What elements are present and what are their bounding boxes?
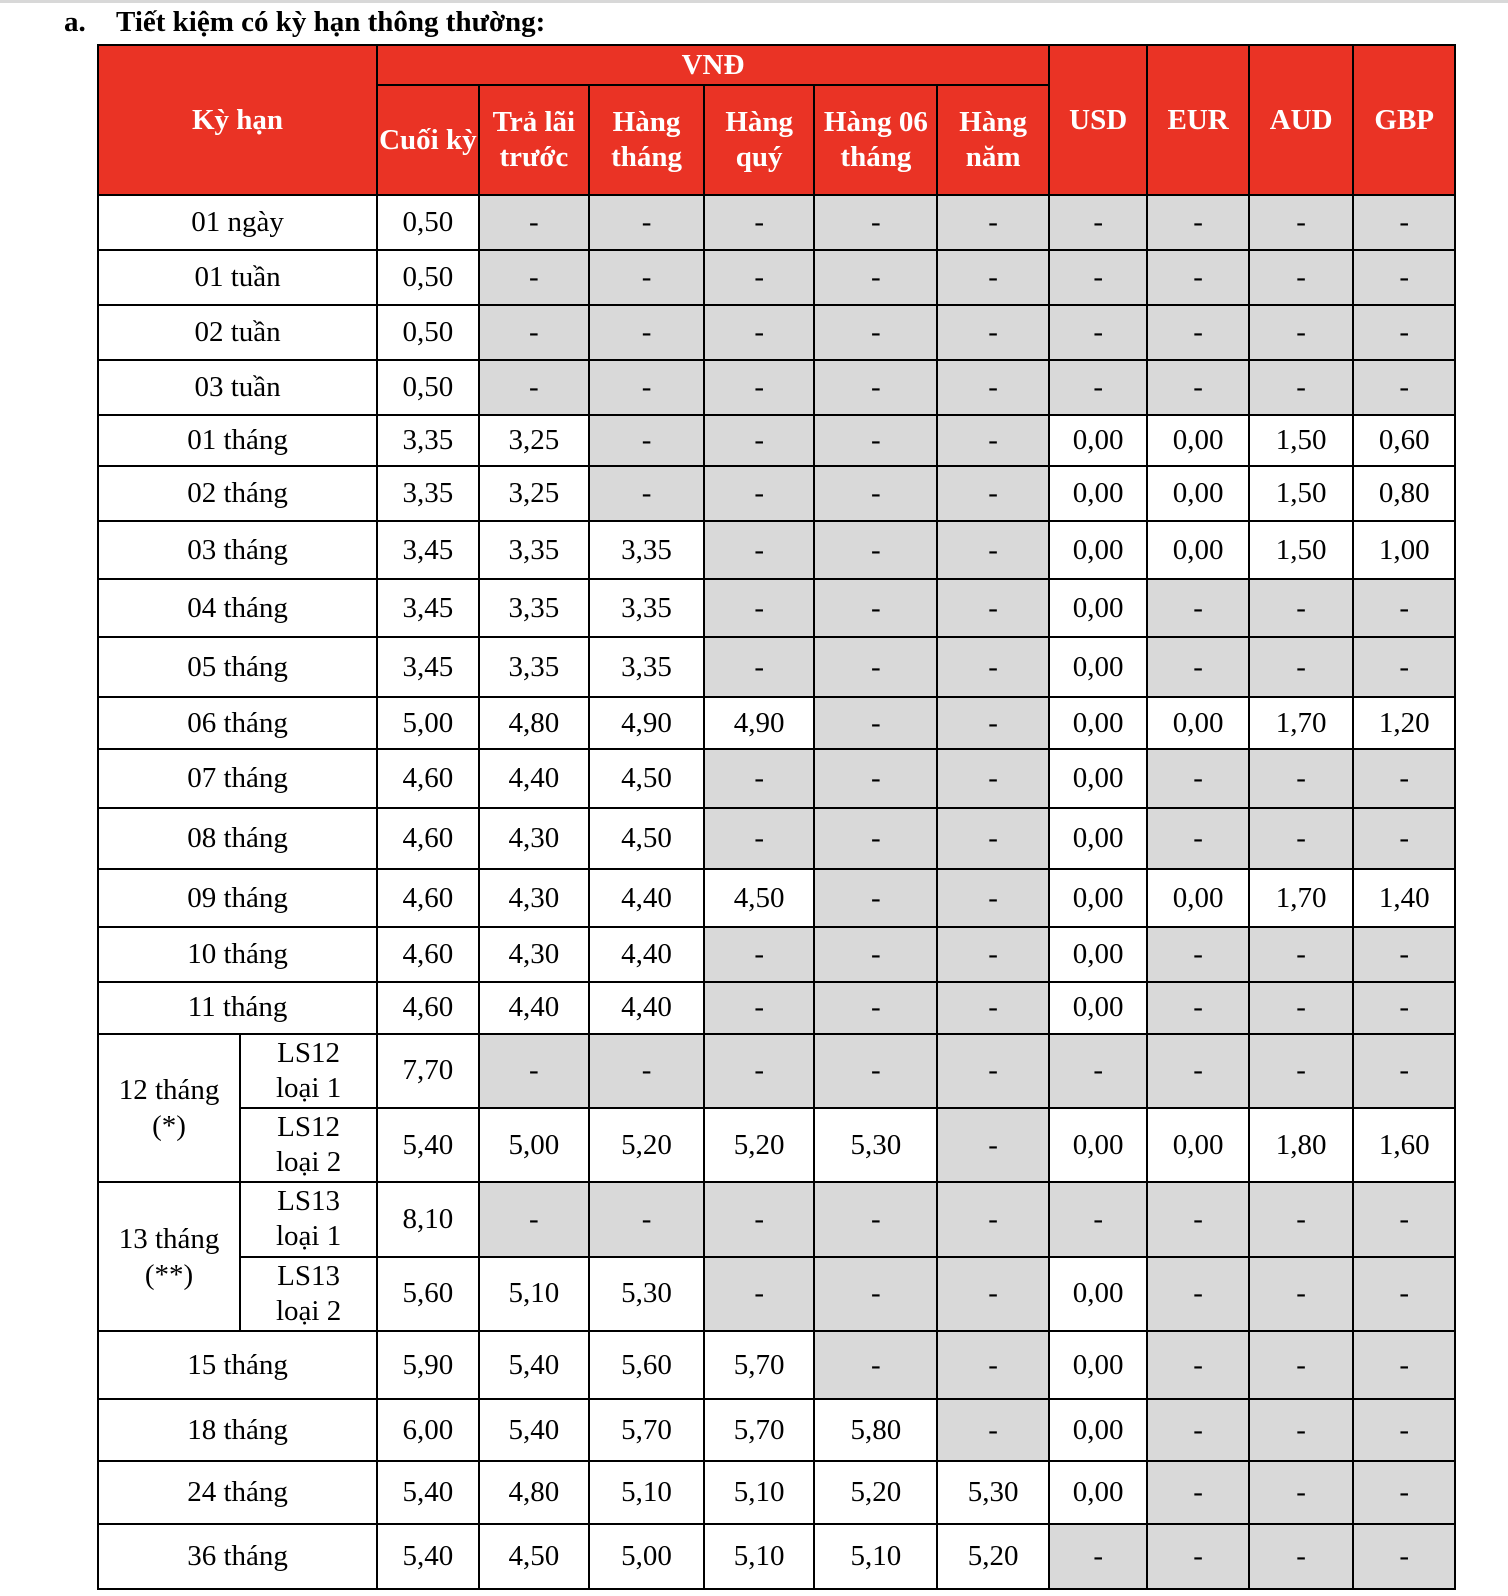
table-row	[98, 637, 1455, 697]
empty-rate-cell: -	[1353, 1331, 1455, 1399]
empty-rate-cell: -	[1147, 808, 1248, 869]
rate-cell: 4,90	[589, 697, 704, 749]
table-row	[98, 1524, 1455, 1589]
rate-cell: 1,50	[1249, 466, 1354, 521]
empty-rate-cell: -	[814, 869, 937, 926]
empty-rate-cell: -	[1353, 1034, 1455, 1108]
rate-cell: 1,40	[1353, 869, 1455, 926]
empty-rate-cell: -	[479, 360, 590, 415]
empty-rate-cell: -	[1353, 305, 1455, 360]
rate-cell: 0,00	[1049, 637, 1147, 697]
empty-rate-cell: -	[1147, 1257, 1248, 1331]
rate-cell: 4,40	[589, 982, 704, 1034]
empty-rate-cell: -	[937, 1399, 1049, 1461]
empty-rate-cell: -	[1049, 305, 1147, 360]
rate-cell: 3,35	[479, 579, 590, 637]
term-cell: 01 tháng	[98, 415, 377, 466]
rate-cell: 5,70	[704, 1331, 815, 1399]
empty-rate-cell: -	[814, 466, 937, 521]
rate-cell: 0,50	[377, 195, 478, 250]
term-cell: 08 tháng	[98, 808, 377, 869]
rate-cell: 0,00	[1049, 982, 1147, 1034]
rate-cell: 4,60	[377, 808, 478, 869]
empty-rate-cell: -	[937, 697, 1049, 749]
rate-cell: 5,20	[589, 1108, 704, 1182]
rate-cell: 1,50	[1249, 521, 1354, 579]
empty-rate-cell: -	[814, 927, 937, 982]
empty-rate-cell: -	[1049, 195, 1147, 250]
empty-rate-cell: -	[814, 1034, 937, 1108]
term-cell: 24 tháng	[98, 1461, 377, 1523]
empty-rate-cell: -	[1353, 1182, 1455, 1256]
table-row	[98, 808, 1455, 869]
empty-rate-cell: -	[479, 305, 590, 360]
empty-rate-cell: -	[1353, 927, 1455, 982]
header-tra-lai-truoc: Trả lãi trước	[479, 85, 590, 195]
table-row	[98, 360, 1455, 415]
rate-cell: 8,10	[377, 1182, 478, 1256]
empty-rate-cell: -	[937, 637, 1049, 697]
rate-cell: 5,10	[814, 1524, 937, 1589]
empty-rate-cell: -	[589, 415, 704, 466]
rate-cell: 4,30	[479, 927, 590, 982]
empty-rate-cell: -	[704, 415, 815, 466]
rate-cell: 3,35	[589, 521, 704, 579]
rate-cell: 0,00	[1147, 521, 1248, 579]
rate-cell: 0,00	[1147, 1108, 1248, 1182]
rate-cell: 5,10	[704, 1524, 815, 1589]
rate-cell: 4,90	[704, 697, 815, 749]
empty-rate-cell: -	[1147, 927, 1248, 982]
rate-cell: 1,60	[1353, 1108, 1455, 1182]
table-row	[98, 195, 1455, 250]
empty-rate-cell: -	[937, 250, 1049, 305]
empty-rate-cell: -	[589, 305, 704, 360]
empty-rate-cell: -	[704, 579, 815, 637]
rate-cell: 0,00	[1049, 415, 1147, 466]
rate-cell: 1,50	[1249, 415, 1354, 466]
table-row	[98, 1182, 1455, 1256]
empty-rate-cell: -	[814, 1182, 937, 1256]
empty-rate-cell: -	[1353, 579, 1455, 637]
empty-rate-cell: -	[1249, 1399, 1354, 1461]
term-cell: 03 tuần	[98, 360, 377, 415]
rate-cell: 1,20	[1353, 697, 1455, 749]
rate-cell: 0,00	[1049, 697, 1147, 749]
rate-cell: 3,45	[377, 521, 478, 579]
term-cell: 06 tháng	[98, 697, 377, 749]
empty-rate-cell: -	[1353, 250, 1455, 305]
empty-rate-cell: -	[704, 637, 815, 697]
rate-cell: 1,70	[1249, 697, 1354, 749]
empty-rate-cell: -	[1249, 927, 1354, 982]
empty-rate-cell: -	[479, 1182, 590, 1256]
table-row	[98, 1331, 1455, 1399]
empty-rate-cell: -	[1249, 1034, 1354, 1108]
rate-cell: 5,70	[589, 1399, 704, 1461]
rate-cell: 0,00	[1049, 1108, 1147, 1182]
rate-cell: 4,50	[589, 749, 704, 808]
rate-cell: 5,00	[589, 1524, 704, 1589]
empty-rate-cell: -	[937, 1331, 1049, 1399]
savings-rate-table	[97, 44, 1456, 1590]
empty-rate-cell: -	[1353, 195, 1455, 250]
table-row	[98, 415, 1455, 466]
rate-cell: 0,00	[1049, 869, 1147, 926]
empty-rate-cell: -	[589, 360, 704, 415]
empty-rate-cell: -	[1249, 637, 1354, 697]
empty-rate-cell: -	[1049, 1034, 1147, 1108]
rate-cell: 0,00	[1049, 579, 1147, 637]
empty-rate-cell: -	[1249, 1331, 1354, 1399]
header-term: Kỳ hạn	[98, 45, 377, 195]
rate-cell: 3,35	[589, 579, 704, 637]
header-hang-06-thang: Hàng 06 tháng	[814, 85, 937, 195]
empty-rate-cell: -	[814, 579, 937, 637]
rate-cell: 4,40	[589, 869, 704, 926]
empty-rate-cell: -	[937, 466, 1049, 521]
empty-rate-cell: -	[814, 637, 937, 697]
empty-rate-cell: -	[704, 250, 815, 305]
table-row	[98, 982, 1455, 1034]
table-body	[98, 195, 1455, 1589]
term-group-cell: 12 tháng (*)	[98, 1034, 240, 1183]
empty-rate-cell: -	[1049, 1524, 1147, 1589]
empty-rate-cell: -	[1249, 1182, 1354, 1256]
empty-rate-cell: -	[937, 1034, 1049, 1108]
table-row	[98, 521, 1455, 579]
table-row	[98, 1257, 1455, 1331]
rate-cell: 4,60	[377, 749, 478, 808]
rate-cell: 0,00	[1147, 466, 1248, 521]
subterm-cell: LS13 loại 2	[240, 1257, 377, 1331]
rate-cell: 5,40	[377, 1524, 478, 1589]
empty-rate-cell: -	[1249, 305, 1354, 360]
rate-cell: 5,20	[704, 1108, 815, 1182]
header-vnd: VNĐ	[377, 45, 1049, 85]
rate-cell: 4,40	[479, 982, 590, 1034]
rate-cell: 0,50	[377, 305, 478, 360]
rate-cell: 5,10	[479, 1257, 590, 1331]
term-cell: 07 tháng	[98, 749, 377, 808]
section-title: Tiết kiệm có kỳ hạn thông thường:	[116, 6, 546, 38]
rate-cell: 4,50	[704, 869, 815, 926]
header-hang-quy: Hàng quý	[704, 85, 815, 195]
table-row	[98, 749, 1455, 808]
empty-rate-cell: -	[1147, 637, 1248, 697]
rate-cell: 1,00	[1353, 521, 1455, 579]
empty-rate-cell: -	[814, 250, 937, 305]
rate-cell: 0,00	[1049, 466, 1147, 521]
term-cell: 15 tháng	[98, 1331, 377, 1399]
empty-rate-cell: -	[937, 869, 1049, 926]
rate-cell: 5,10	[704, 1461, 815, 1523]
empty-rate-cell: -	[1249, 360, 1354, 415]
rate-cell: 5,30	[814, 1108, 937, 1182]
empty-rate-cell: -	[1147, 1034, 1248, 1108]
empty-rate-cell: -	[937, 1108, 1049, 1182]
empty-rate-cell: -	[1249, 1461, 1354, 1523]
rate-cell: 5,70	[704, 1399, 815, 1461]
term-cell: 10 tháng	[98, 927, 377, 982]
rate-cell: 5,40	[479, 1399, 590, 1461]
empty-rate-cell: -	[589, 1034, 704, 1108]
empty-rate-cell: -	[814, 1257, 937, 1331]
table-row	[98, 869, 1455, 926]
rate-cell: 3,35	[589, 637, 704, 697]
rate-cell: 5,40	[377, 1108, 478, 1182]
empty-rate-cell: -	[1147, 305, 1248, 360]
rate-cell: 0,00	[1049, 1257, 1147, 1331]
empty-rate-cell: -	[814, 697, 937, 749]
empty-rate-cell: -	[1249, 1257, 1354, 1331]
empty-rate-cell: -	[704, 360, 815, 415]
rate-cell: 0,00	[1049, 749, 1147, 808]
empty-rate-cell: -	[1147, 749, 1248, 808]
section-number: a.	[64, 6, 86, 38]
header-usd: USD	[1049, 45, 1147, 195]
empty-rate-cell: -	[937, 982, 1049, 1034]
rate-cell: 5,20	[937, 1524, 1049, 1589]
rate-cell: 0,00	[1147, 697, 1248, 749]
table-row	[98, 697, 1455, 749]
empty-rate-cell: -	[589, 466, 704, 521]
empty-rate-cell: -	[589, 250, 704, 305]
empty-rate-cell: -	[704, 521, 815, 579]
empty-rate-cell: -	[1353, 808, 1455, 869]
table-row	[98, 579, 1455, 637]
header-eur: EUR	[1147, 45, 1248, 195]
rate-cell: 5,10	[589, 1461, 704, 1523]
rate-cell: 4,80	[479, 697, 590, 749]
header-hang-nam: Hàng năm	[937, 85, 1049, 195]
empty-rate-cell: -	[1049, 250, 1147, 305]
rate-cell: 5,40	[479, 1331, 590, 1399]
table-row	[98, 466, 1455, 521]
rate-cell: 5,60	[377, 1257, 478, 1331]
term-cell: 05 tháng	[98, 637, 377, 697]
empty-rate-cell: -	[814, 982, 937, 1034]
rate-cell: 0,50	[377, 250, 478, 305]
rate-cell: 1,80	[1249, 1108, 1354, 1182]
empty-rate-cell: -	[589, 1182, 704, 1256]
empty-rate-cell: -	[1249, 808, 1354, 869]
term-cell: 03 tháng	[98, 521, 377, 579]
empty-rate-cell: -	[1147, 579, 1248, 637]
rate-cell: 3,35	[479, 637, 590, 697]
empty-rate-cell: -	[479, 250, 590, 305]
rate-cell: 4,60	[377, 927, 478, 982]
empty-rate-cell: -	[1049, 1182, 1147, 1256]
empty-rate-cell: -	[814, 360, 937, 415]
term-cell: 36 tháng	[98, 1524, 377, 1589]
subterm-cell: LS12 loại 1	[240, 1034, 377, 1108]
empty-rate-cell: -	[1353, 749, 1455, 808]
section-heading	[64, 6, 545, 39]
rate-cell: 0,00	[1147, 415, 1248, 466]
rate-cell: 0,00	[1049, 927, 1147, 982]
empty-rate-cell: -	[937, 195, 1049, 250]
top-divider	[0, 0, 1508, 3]
header-cuoi-ky: Cuối kỳ	[377, 85, 478, 195]
rate-cell: 4,30	[479, 869, 590, 926]
empty-rate-cell: -	[1249, 250, 1354, 305]
empty-rate-cell: -	[1147, 195, 1248, 250]
empty-rate-cell: -	[814, 808, 937, 869]
empty-rate-cell: -	[937, 305, 1049, 360]
empty-rate-cell: -	[704, 927, 815, 982]
empty-rate-cell: -	[1147, 360, 1248, 415]
rate-cell: 4,40	[479, 749, 590, 808]
rate-cell: 6,00	[377, 1399, 478, 1461]
empty-rate-cell: -	[704, 1257, 815, 1331]
rate-cell: 4,80	[479, 1461, 590, 1523]
empty-rate-cell: -	[814, 195, 937, 250]
empty-rate-cell: -	[589, 195, 704, 250]
term-cell: 18 tháng	[98, 1399, 377, 1461]
empty-rate-cell: -	[704, 808, 815, 869]
empty-rate-cell: -	[1147, 1182, 1248, 1256]
rate-cell: 5,20	[814, 1461, 937, 1523]
rate-cell: 3,25	[479, 466, 590, 521]
empty-rate-cell: -	[937, 808, 1049, 869]
rate-cell: 3,45	[377, 637, 478, 697]
term-cell: 01 tuần	[98, 250, 377, 305]
term-group-cell: 13 tháng (**)	[98, 1182, 240, 1331]
empty-rate-cell: -	[1353, 982, 1455, 1034]
term-cell: 01 ngày	[98, 195, 377, 250]
empty-rate-cell: -	[704, 749, 815, 808]
rate-cell: 4,30	[479, 808, 590, 869]
empty-rate-cell: -	[937, 579, 1049, 637]
table-row	[98, 1461, 1455, 1523]
rate-cell: 0,00	[1049, 1461, 1147, 1523]
empty-rate-cell: -	[479, 195, 590, 250]
empty-rate-cell: -	[814, 749, 937, 808]
empty-rate-cell: -	[704, 1182, 815, 1256]
term-cell: 02 tháng	[98, 466, 377, 521]
empty-rate-cell: -	[1147, 982, 1248, 1034]
empty-rate-cell: -	[1147, 250, 1248, 305]
header-hang-thang: Hàng tháng	[589, 85, 704, 195]
empty-rate-cell: -	[1249, 1524, 1354, 1589]
rate-cell: 4,60	[377, 869, 478, 926]
rate-cell: 5,90	[377, 1331, 478, 1399]
rate-cell: 3,35	[377, 415, 478, 466]
rate-cell: 4,60	[377, 982, 478, 1034]
term-cell: 09 tháng	[98, 869, 377, 926]
empty-rate-cell: -	[937, 1257, 1049, 1331]
empty-rate-cell: -	[704, 982, 815, 1034]
empty-rate-cell: -	[1353, 1461, 1455, 1523]
empty-rate-cell: -	[814, 1331, 937, 1399]
empty-rate-cell: -	[704, 195, 815, 250]
rate-cell: 0,00	[1049, 1331, 1147, 1399]
empty-rate-cell: -	[1353, 1257, 1455, 1331]
header-gbp: GBP	[1353, 45, 1455, 195]
rate-cell: 0,00	[1147, 869, 1248, 926]
rate-cell: 5,30	[937, 1461, 1049, 1523]
empty-rate-cell: -	[704, 466, 815, 521]
empty-rate-cell: -	[479, 1034, 590, 1108]
rate-cell: 3,25	[479, 415, 590, 466]
rate-cell: 0,80	[1353, 466, 1455, 521]
empty-rate-cell: -	[937, 1182, 1049, 1256]
term-cell: 11 tháng	[98, 982, 377, 1034]
subterm-cell: LS12 loại 2	[240, 1108, 377, 1182]
empty-rate-cell: -	[1147, 1524, 1248, 1589]
empty-rate-cell: -	[814, 415, 937, 466]
empty-rate-cell: -	[1353, 1399, 1455, 1461]
empty-rate-cell: -	[1353, 360, 1455, 415]
rate-cell: 3,45	[377, 579, 478, 637]
empty-rate-cell: -	[1249, 982, 1354, 1034]
rate-cell: 3,35	[479, 521, 590, 579]
empty-rate-cell: -	[704, 1034, 815, 1108]
subterm-cell: LS13 loại 1	[240, 1182, 377, 1256]
rate-cell: 5,80	[814, 1399, 937, 1461]
header-aud: AUD	[1249, 45, 1354, 195]
empty-rate-cell: -	[1147, 1399, 1248, 1461]
rate-cell: 1,70	[1249, 869, 1354, 926]
term-cell: 04 tháng	[98, 579, 377, 637]
rate-cell: 7,70	[377, 1034, 478, 1108]
rate-cell: 0,00	[1049, 808, 1147, 869]
empty-rate-cell: -	[1353, 637, 1455, 697]
rate-cell: 4,50	[589, 808, 704, 869]
empty-rate-cell: -	[814, 521, 937, 579]
empty-rate-cell: -	[937, 521, 1049, 579]
rate-cell: 4,50	[479, 1524, 590, 1589]
table-row	[98, 927, 1455, 982]
empty-rate-cell: -	[1147, 1331, 1248, 1399]
empty-rate-cell: -	[937, 415, 1049, 466]
rate-cell: 5,40	[377, 1461, 478, 1523]
table-row	[98, 250, 1455, 305]
rate-cell: 0,50	[377, 360, 478, 415]
empty-rate-cell: -	[937, 360, 1049, 415]
empty-rate-cell: -	[1249, 749, 1354, 808]
empty-rate-cell: -	[937, 927, 1049, 982]
rate-cell: 0,00	[1049, 1399, 1147, 1461]
empty-rate-cell: -	[1249, 579, 1354, 637]
rate-cell: 0,00	[1049, 521, 1147, 579]
rate-cell: 5,60	[589, 1331, 704, 1399]
empty-rate-cell: -	[1049, 360, 1147, 415]
empty-rate-cell: -	[814, 305, 937, 360]
empty-rate-cell: -	[937, 749, 1049, 808]
rate-cell: 4,40	[589, 927, 704, 982]
table-row	[98, 1034, 1455, 1108]
rate-cell: 5,00	[377, 697, 478, 749]
empty-rate-cell: -	[1147, 1461, 1248, 1523]
rate-cell: 5,00	[479, 1108, 590, 1182]
empty-rate-cell: -	[704, 305, 815, 360]
rate-cell: 0,60	[1353, 415, 1455, 466]
term-cell: 02 tuần	[98, 305, 377, 360]
rate-cell: 3,35	[377, 466, 478, 521]
table-row	[98, 1399, 1455, 1461]
rate-cell: 5,30	[589, 1257, 704, 1331]
table-row	[98, 305, 1455, 360]
table-row	[98, 1108, 1455, 1182]
empty-rate-cell: -	[1353, 1524, 1455, 1589]
empty-rate-cell: -	[1249, 195, 1354, 250]
